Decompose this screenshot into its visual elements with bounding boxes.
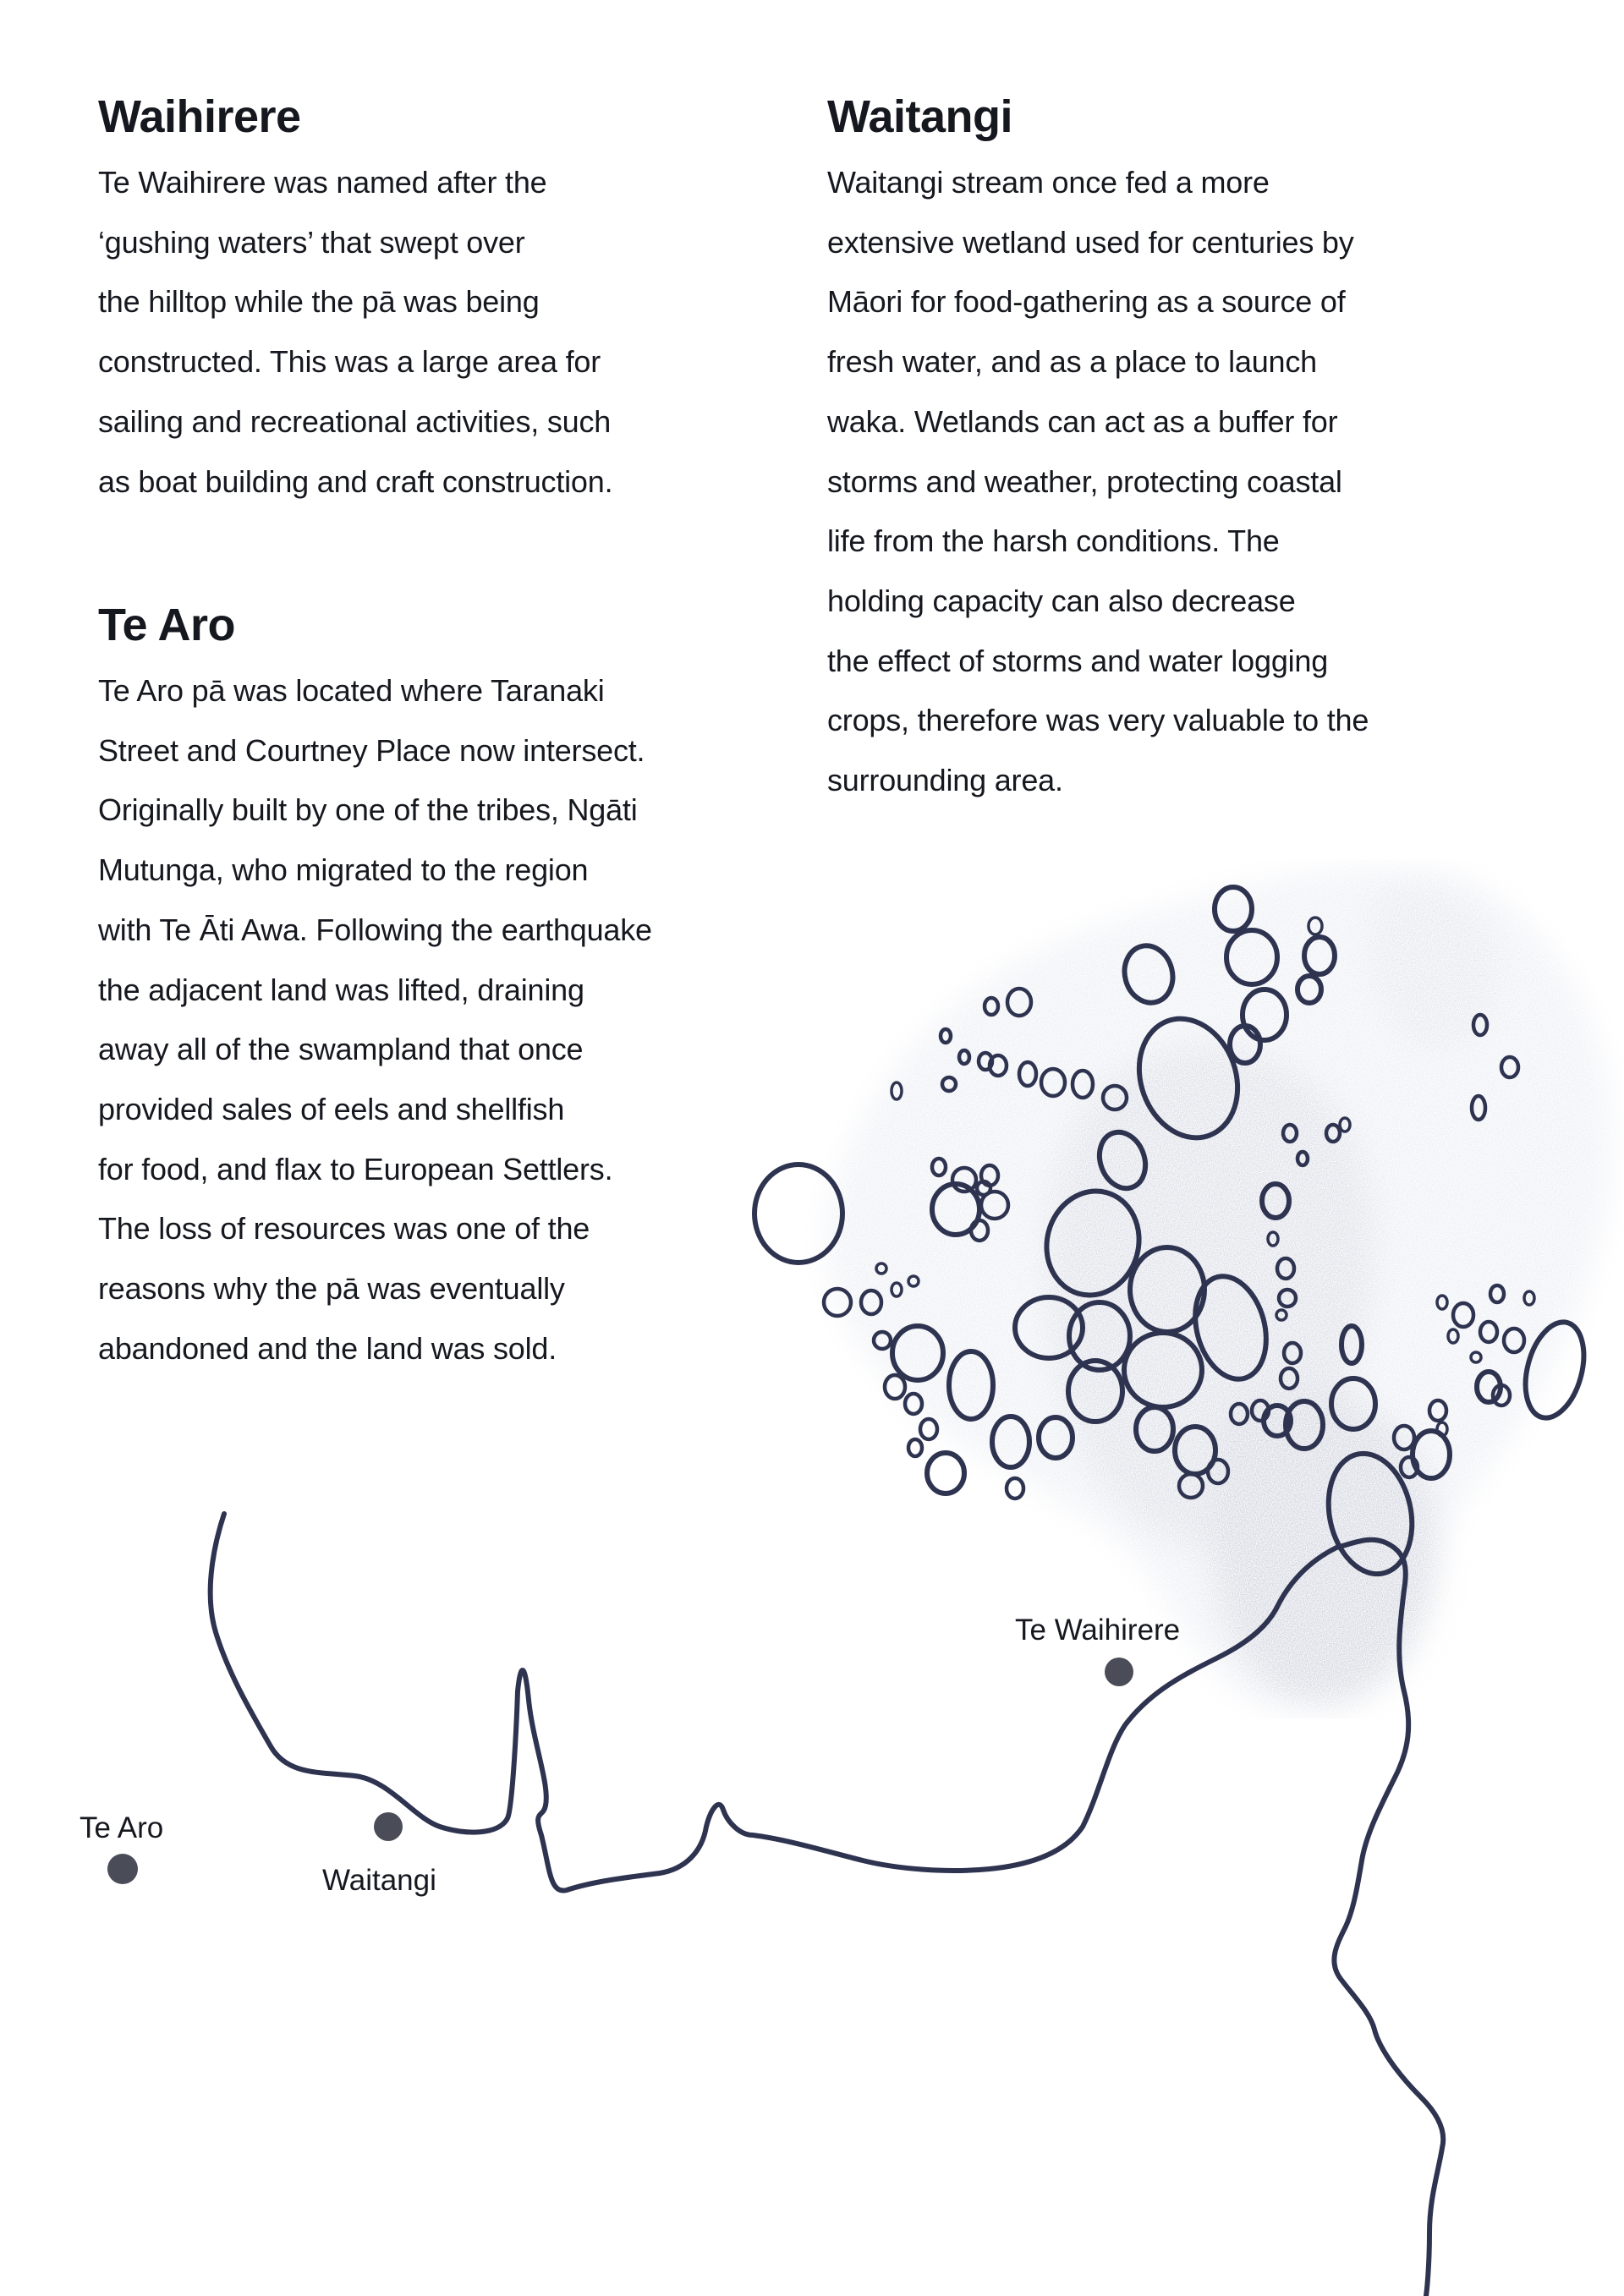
te-waihirere-marker xyxy=(1105,1658,1133,1686)
body-line: crops, therefore was very valuable to the xyxy=(827,703,1369,738)
te-waihirere-map-label: Te Waihirere xyxy=(1015,1614,1181,1647)
body-line: with Te Āti Awa. Following the earthquake xyxy=(98,912,652,947)
body-line: Street and Courtney Place now intersect. xyxy=(98,732,645,768)
body-line: life from the harsh conditions. The xyxy=(827,523,1280,559)
body-line: fresh water, and as a place to launch xyxy=(827,344,1317,380)
te-aro-marker xyxy=(107,1854,138,1884)
body-line: storms and weather, protecting coastal xyxy=(827,463,1342,499)
body-line: ‘gushing waters’ that swept over xyxy=(98,224,525,260)
te-aro-map-label: Te Aro xyxy=(80,1811,164,1844)
body-line: Waitangi stream once fed a more xyxy=(827,165,1270,200)
te-aro-section xyxy=(98,595,652,1378)
coastline-stroke xyxy=(211,1514,1444,2296)
body-line: the hilltop while the pā was being xyxy=(98,284,540,320)
body-line: sailing and recreational activities, such xyxy=(98,403,612,439)
waitangi-map-label: Waitangi xyxy=(322,1864,436,1897)
body-line: the adjacent land was lifted, draining xyxy=(98,972,584,1007)
body-line: Te Aro pā was located where Taranaki xyxy=(98,673,605,708)
body-line: Originally built by one of the tribes, Ngāti xyxy=(98,792,638,828)
body-line: constructed. This was a large area for xyxy=(98,344,601,380)
body-line: extensive wetland used for centuries by xyxy=(827,224,1354,260)
body-line: provided sales of eels and shellfish xyxy=(98,1091,565,1126)
waihirere-body xyxy=(98,153,612,512)
body-line: Te Waihirere was named after the xyxy=(98,165,547,200)
body-line: away all of the swampland that once xyxy=(98,1032,584,1067)
body-line: for food, and flax to European Settlers. xyxy=(98,1151,613,1186)
body-line: The loss of resources was one of the xyxy=(98,1211,590,1247)
body-line: Māori for food-gathering as a source of xyxy=(827,284,1346,320)
body-line: Mutunga, who migrated to the region xyxy=(98,852,589,888)
body-line: waka. Wetlands can act as a buffer for xyxy=(827,403,1338,439)
waihirere-section xyxy=(98,87,612,512)
body-line: as boat building and craft construction. xyxy=(98,463,613,499)
te-aro-body xyxy=(98,661,652,1378)
body-line: surrounding area. xyxy=(827,763,1063,798)
waitangi-section xyxy=(827,87,1369,811)
waitangi-body xyxy=(827,153,1369,811)
body-line: reasons why the pā was eventually xyxy=(98,1271,565,1307)
waitangi-heading: Waitangi xyxy=(827,91,1012,142)
te-aro-heading: Te Aro xyxy=(98,600,236,650)
body-line: the effect of storms and water logging xyxy=(827,643,1329,678)
waitangi-marker xyxy=(374,1812,403,1841)
body-line: holding capacity can also decrease xyxy=(827,583,1296,618)
body-line: abandoned and the land was sold. xyxy=(98,1330,557,1366)
waihirere-heading: Waihirere xyxy=(98,91,301,142)
